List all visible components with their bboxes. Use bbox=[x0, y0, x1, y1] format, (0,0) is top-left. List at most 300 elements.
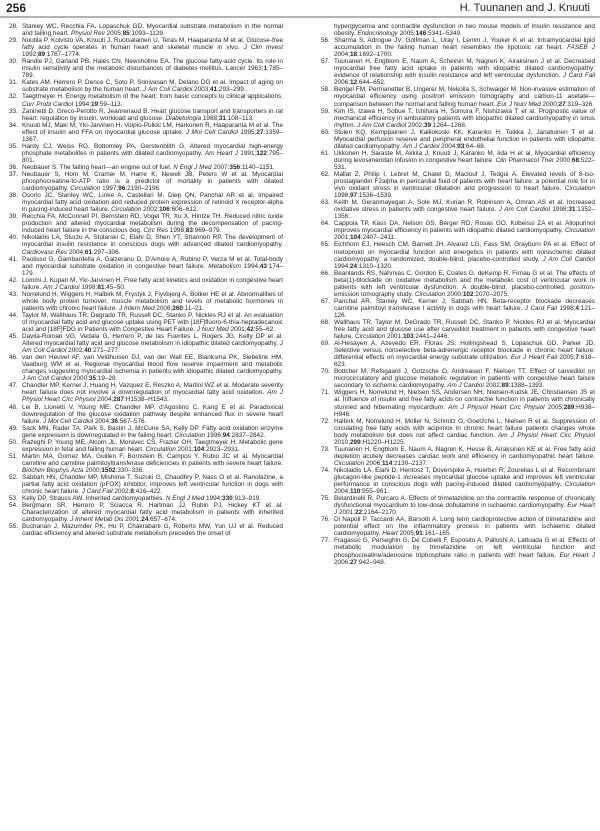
reference-year: 2002; bbox=[483, 382, 502, 390]
reference-number: 60. bbox=[321, 128, 330, 136]
reference-number: 77. bbox=[321, 537, 330, 545]
reference-volume: 1502 bbox=[101, 466, 116, 474]
reference-volume: 61 bbox=[84, 248, 92, 256]
reference-authors-title: Recchia FA, McConnell PI, Bernstein RD, Vogel TR, Xu X, Hintze TH. Reduced nitric oxide production and altered myocardial metabolism during the decompensation of pacing-induced heart failure in the conscious dog. bbox=[22, 213, 283, 235]
reference-journal: Diabetologia bbox=[165, 114, 202, 122]
reference-year: 1998; bbox=[557, 304, 576, 312]
reference-item bbox=[9, 234, 283, 255]
reference-volume: 40 bbox=[84, 347, 92, 355]
reference-year: 2001; bbox=[123, 516, 142, 524]
reference-number: 64. bbox=[321, 220, 330, 228]
reference-text bbox=[22, 171, 283, 192]
reference-authors-title: Neubauer S, Horn M, Cramer M, Harre K, Newell JB, Peters W et al. Myocardial phosphocreatine-to-ATP ratio is a predictor of mortality in patients with dilated cardiomyopathy. bbox=[22, 170, 283, 193]
reference-pages: :1359–1367. bbox=[22, 128, 284, 143]
reference-text bbox=[22, 79, 283, 93]
reference-volume: 260 bbox=[172, 304, 183, 312]
reference-item bbox=[9, 404, 283, 425]
reference-text bbox=[22, 333, 283, 354]
reference-item bbox=[9, 523, 283, 537]
reference-text bbox=[22, 164, 283, 171]
reference-number: 50. bbox=[9, 438, 18, 446]
reference-journal: Am J Physiol Heart Circ Physiol bbox=[448, 403, 545, 411]
reference-item bbox=[321, 516, 595, 537]
reference-journal: FASEB J bbox=[567, 44, 595, 52]
reference-item bbox=[321, 171, 595, 199]
reference-pages: :606–612. bbox=[169, 206, 199, 214]
reference-volume: 93 bbox=[457, 142, 465, 150]
reference-volume: 330 bbox=[222, 495, 233, 503]
reference-authors-title: Hardy CJ, Weiss RG, Bottomley PA, Gerstenblith G. Altered myocardial high-energy phosphate metabolites in patients with dilated cardiomyopathy. bbox=[22, 142, 283, 157]
reference-journal: Eur J Nucl Med bbox=[497, 100, 541, 108]
reference-pages: :330–336. bbox=[115, 466, 145, 474]
reference-item bbox=[9, 291, 283, 312]
reference-authors-title: Sack MN, Rader TA, Park S, Bastin J, McCune SA, Kelly DP. Fatty acid oxidation enzyme gene expression is downregulated in the failing heart. bbox=[22, 424, 283, 439]
reference-number: 62. bbox=[321, 170, 330, 178]
reference-year: 2005; bbox=[104, 30, 123, 38]
reference-number: 39. bbox=[9, 213, 18, 221]
reference-number: 28. bbox=[9, 23, 18, 30]
reference-pages: :522–531. bbox=[334, 156, 595, 171]
reference-journal: N Engl J Med bbox=[165, 495, 205, 503]
reference-text bbox=[22, 277, 283, 291]
reference-item bbox=[321, 298, 595, 319]
reference-number: 68. bbox=[321, 318, 330, 326]
reference-volume: 114 bbox=[381, 459, 393, 467]
reference-number: 71. bbox=[321, 389, 330, 397]
reference-pages: :416–422. bbox=[133, 488, 163, 496]
reference-authors-title: Di Napoli P, Taccardi AA, Barsotti A. Long term cardioprotective action of trimetazidine and potential effect on the inflammatory process in patients with ischaemic dilated cardiomyopathy. bbox=[334, 516, 595, 538]
reference-pages: :59–113. bbox=[98, 100, 123, 108]
reference-authors-title: Beanlands RS, Nahmias C, Gordon E, Coates G, deKemp R, Firnau G et al. The effects of beta(1)-blockade on oxidative metabolism and the metabolic cost of ventricular work in patients with left ventricular dysfunction: A double-blind, placebo-controlled, positron-emission tomography study. bbox=[334, 269, 595, 298]
reference-text bbox=[22, 382, 283, 403]
reference-text bbox=[334, 495, 595, 516]
reference-volume: 43 bbox=[259, 262, 267, 270]
reference-pages: :5341–5349. bbox=[426, 30, 462, 38]
reference-volume: 27 bbox=[256, 128, 264, 136]
reference-item bbox=[321, 340, 595, 368]
reference-volume: 104 bbox=[350, 234, 361, 242]
reference-journal: Circulation bbox=[70, 185, 101, 193]
reference-text bbox=[334, 446, 595, 467]
reference-journal: J Inherit Metab Dis bbox=[70, 516, 124, 524]
reference-text bbox=[22, 439, 283, 453]
reference-text bbox=[22, 192, 283, 213]
reference-volume: 289 bbox=[563, 403, 575, 411]
reference-number: 42. bbox=[9, 276, 18, 284]
reference-year: 2006; bbox=[334, 79, 350, 87]
reference-year: 2002; bbox=[66, 347, 85, 355]
reference-pages: :297–306. bbox=[92, 248, 121, 256]
reference-number: 52. bbox=[9, 474, 18, 481]
reference-authors-title: Kelly DP, Strauss AW. Inherited cardiomyopathies. bbox=[22, 495, 166, 503]
reference-authors-title: Norrelund H, Wiggers H, Halbirk M, Frystyk J, Flyvbjerg A, Botker HE et al. Abnormalities of whole body protein turnover, muscle metabolism and levels of metabolic hormones in patients with chronic heart failure. bbox=[22, 290, 283, 312]
reference-journal: Endocrinology bbox=[357, 30, 398, 38]
reference-journal: Circ Res bbox=[143, 227, 169, 235]
reference-journal: J Card Fail bbox=[524, 304, 557, 312]
reference-text bbox=[334, 241, 595, 269]
reference-pages: :64–68. bbox=[464, 142, 486, 150]
reference-authors-title: Randle PJ, Garland PB, Hales CN, Newsholme EA. The glucose fatty-acid cycle. Its role in insulin sensitivity and the metabolic disturbances of diabetes mellitus. bbox=[22, 58, 283, 73]
reference-journal: J Card Fail bbox=[562, 72, 595, 80]
reference-journal: Am J Physiol Heart Circ Physiol bbox=[498, 431, 595, 439]
reference-volume: 1 bbox=[263, 65, 267, 73]
reference-text bbox=[334, 368, 595, 389]
reference-year: 2001; bbox=[337, 509, 355, 517]
reference-year: 2003; bbox=[192, 86, 211, 94]
reference-item bbox=[9, 333, 283, 354]
reference-year: 1992; bbox=[22, 51, 38, 59]
reference-year: 2001; bbox=[175, 445, 194, 453]
reference-authors-title: Eichhorn EJ, Heesch CM, Barnett JH, Alvarez LG, Fass SM, Grayburn PA et al. Effect of metoprolol on myocardial function and energetics in patients with nonischemic dilated cardiomyopathy: a randomized, double-blind, placebo-controlled study. bbox=[334, 241, 595, 263]
reference-year: 2005; bbox=[397, 530, 416, 538]
reference-item bbox=[9, 79, 283, 93]
reference-volume: 110 bbox=[350, 488, 361, 496]
reference-text bbox=[22, 122, 283, 143]
reference-authors-title: Neubauer S. The failing heart—an engine out of fuel. bbox=[22, 163, 174, 171]
reference-year: 2002; bbox=[112, 488, 131, 496]
reference-journal: J Am Coll Cardiol bbox=[22, 375, 72, 383]
reference-journal: J Am Coll Cardiol bbox=[22, 340, 283, 355]
reference-authors-title: Belardinelli R, Purcaro A. Effects of trimetazidine on the contractile response of chronically dysfunctional myocardium to low-dose dobutamine in ischaemic cardiomyopathy. bbox=[334, 495, 595, 510]
reference-journal: Am J Cardiol bbox=[42, 283, 80, 291]
reference-item bbox=[9, 23, 283, 37]
reference-volume: 89 bbox=[38, 51, 46, 59]
references-column-left bbox=[9, 23, 283, 537]
reference-pages: :121–126. bbox=[334, 304, 595, 319]
reference-journal: J Am Coll Cardiol bbox=[498, 206, 550, 214]
reference-pages: :795–801. bbox=[22, 149, 283, 164]
reference-item bbox=[321, 58, 595, 86]
reference-pages: :2837–2842. bbox=[229, 431, 266, 439]
reference-authors-title: Martin MA, Gomez MA, Guillen F, Bornstein B, Campos Y, Rubio JC et al. Myocardial carnitine and carnitine palmitoyltransferase deficiencies in patients with severe heart failure. bbox=[22, 452, 283, 467]
reference-pages: :618–623. bbox=[334, 354, 595, 369]
reference-journal: Curr Probl Cardiol bbox=[22, 100, 74, 108]
reference-item bbox=[321, 389, 595, 417]
reference-pages: :2407–2411. bbox=[360, 234, 396, 242]
reference-year: 2000; bbox=[445, 290, 463, 298]
reference-text bbox=[334, 340, 595, 368]
reference-authors-title: Sharma S, Adrogue JV, Golfman L, Uray I, Lemm J, Youker K et al. Intramyocardial lipid accumulation in the failing human heart resembles the lipotoxic rat heart. bbox=[334, 37, 595, 52]
reference-text bbox=[334, 270, 595, 298]
reference-volume: 68 bbox=[571, 156, 579, 164]
reference-volume: 42 bbox=[246, 326, 254, 334]
reference-pages: :785–789. bbox=[22, 65, 283, 80]
reference-text bbox=[334, 516, 595, 537]
reference-volume: 299 bbox=[350, 438, 361, 446]
reference-pages: :2164–2170. bbox=[362, 509, 398, 517]
reference-text bbox=[334, 23, 595, 37]
reference-text bbox=[334, 150, 595, 171]
reference-volume: 287 bbox=[113, 396, 124, 404]
reference-number: 48. bbox=[9, 403, 18, 411]
reference-journal: Heart bbox=[382, 530, 398, 538]
reference-volume: 146 bbox=[415, 30, 427, 38]
reference-year: 2001; bbox=[228, 326, 247, 334]
reference-text bbox=[22, 23, 283, 37]
reference-journal: Biochim Biophys Acta bbox=[22, 466, 84, 474]
reference-journal: Metabolism bbox=[208, 262, 241, 270]
reference-year: 2004; bbox=[439, 142, 458, 150]
reference-authors-title: Taylor M, Wallhaus TR, Degrado TR, Russell DC, Stanko P, Nickles RJ et al. An evaluation of myocardial fatty acid and glucose uptake using PET with [18F]fluoro-6-thia-heptadecanoic acid and [18F]FDG in Patients with Congestive Heart Failure. bbox=[22, 311, 283, 334]
reference-text bbox=[334, 298, 595, 319]
reference-volume: 94 bbox=[222, 431, 230, 439]
reference-pages: :45–50. bbox=[104, 283, 126, 291]
reference-authors-title: Mallat Z, Philip I, Lebret M, Chatel D, Maclouf J, Tedgui A. Elevated levels of 8-iso-prostaglandin F2alpha in pericardial fluid of patients with heart failure: a potential role for in vivo oxidant stress in ventricular dilatation and progression to heart failure. bbox=[334, 170, 595, 193]
reference-journal: J Mol Cell Cardiol bbox=[185, 128, 238, 136]
reference-volume: 12 bbox=[350, 79, 358, 87]
reference-pages: :2923–2931. bbox=[204, 445, 240, 453]
reference-volume: 85 bbox=[122, 30, 130, 38]
reference-item bbox=[9, 213, 283, 234]
reference-year: 2000; bbox=[71, 375, 89, 383]
reference-pages: :1140–1151. bbox=[240, 163, 275, 171]
reference-year: 1998; bbox=[168, 227, 186, 235]
reference-year: 2004; bbox=[93, 417, 111, 425]
reference-number: 31. bbox=[9, 79, 18, 87]
reference-text bbox=[334, 108, 595, 129]
reference-item bbox=[9, 171, 283, 192]
reference-journal: Circulation bbox=[145, 445, 176, 453]
reference-item bbox=[9, 474, 283, 495]
reference-authors-title: Knuuti MJ, Maki M, Yki-Jarvinen H, Voipio-Pulkki LM, Harkonen R, Haaparanta M et al. The effect of insulin and FFA on myocardial glucose uptake. bbox=[22, 121, 283, 136]
reference-item bbox=[9, 256, 283, 277]
reference-text bbox=[334, 467, 595, 495]
reference-text bbox=[334, 220, 595, 241]
reference-number: 38. bbox=[9, 192, 18, 200]
reference-pages: :19–28. bbox=[96, 375, 118, 383]
reference-volume: 18 bbox=[350, 51, 358, 59]
reference-journal: J Am Coll Cardiol bbox=[542, 255, 595, 263]
reference-item bbox=[321, 108, 595, 129]
reference-volume: 31 bbox=[568, 206, 576, 214]
reference-volume: 4 bbox=[575, 304, 579, 312]
header-rule bbox=[0, 16, 600, 18]
reference-year: 1963; bbox=[245, 65, 264, 73]
reference-journal: Cardiovasc Res bbox=[22, 248, 68, 256]
reference-year: 2005; bbox=[544, 403, 564, 411]
reference-number: 30. bbox=[9, 58, 18, 66]
reference-item bbox=[9, 192, 283, 213]
reference-pages: :657–674. bbox=[148, 516, 177, 524]
reference-authors-title: Sabbah HN, Chandler MP, Mishima T, Suzuki G, Chaudhry P, Nass O et al. Ranolazine, a partial fatty acid oxidation (pFOX) inhibitor, improves left ventricular function in dogs with chronic heart failure. bbox=[22, 474, 283, 496]
reference-pages: :2070–2075. bbox=[473, 290, 510, 298]
reference-pages: :1767–1774. bbox=[45, 51, 81, 59]
reference-pages: :108–113. bbox=[225, 114, 254, 122]
reference-number: 61. bbox=[321, 149, 330, 157]
reference-item bbox=[321, 446, 595, 467]
reference-item bbox=[321, 150, 595, 171]
reference-journal: J Mol Cell Cardiol bbox=[42, 417, 94, 425]
reference-number: 47. bbox=[9, 382, 18, 390]
reference-year: 1994; bbox=[240, 262, 260, 270]
page-header bbox=[0, 0, 600, 16]
reference-item bbox=[9, 122, 283, 143]
reference-text bbox=[22, 312, 283, 333]
reference-authors-title: Davila-Roman VG, Vedala G, Herrero P, de las Fuentes L, Rogers JG, Kelly DP et al. Altered myocardial fatty acid and glucose metabolism in idiopathic dilated cardiomyopathy. bbox=[22, 333, 283, 348]
reference-pages: :293–299. bbox=[217, 86, 246, 94]
reference-item bbox=[321, 220, 595, 241]
reference-item bbox=[321, 418, 595, 446]
reference-authors-title: Paolisso G, Gambardella A, Galzerano D, D'Amore A, Rubino P, Verza M et al. Total-body and myocardial substrate oxidation in congestive heart failure. bbox=[22, 255, 283, 270]
reference-number: 34. bbox=[9, 121, 18, 129]
reference-number: 53. bbox=[9, 495, 18, 503]
reference-authors-title: Kim IS, Izawa H, Sobue T, Ishihara H, Somura F, Nishizawa T et al. Prognostic value of mechanical efficiency in ambulatory patients with idiopathic dilated cardiomyopathy in sinus rhythm. bbox=[334, 107, 595, 129]
reference-year: 2002; bbox=[141, 206, 160, 214]
reference-authors-title: Zaninetti D, Greco-Perotto R, Jeanrenaud B. Heart glucose transport and transporters in rat heart: regulation by insulin, workload and glucose. bbox=[22, 107, 283, 122]
reference-authors-title: Nikolaidis LA, Elahi D, Hentosz T, Doverspike A, Huerbin R, Zourelias L et al. Recombinant glucagon-like peptide-1 increases myocardial glucose uptake and improves left ventricular performance in conscious dogs with pacing-induced dilated cardiomyopathy. bbox=[334, 466, 595, 489]
reference-volume: 27 bbox=[350, 558, 358, 566]
reference-text bbox=[22, 453, 283, 474]
reference-journal: J Card Fail bbox=[81, 488, 113, 496]
reference-number: 40. bbox=[9, 234, 18, 242]
reference-item bbox=[9, 164, 283, 171]
reference-item bbox=[9, 312, 283, 333]
reference-authors-title: Halbirk M, Norrelund H, Moller N, Schmitz O, Goetzche L, Nielsen R et al. Suppression of circulating free fatty acids with acipimox in chronic heart failure patients changes whole body metabolism but does not affect cardiac function. bbox=[334, 417, 595, 439]
reference-year: 1995; bbox=[237, 128, 257, 136]
reference-item bbox=[9, 495, 283, 502]
reference-number: 76. bbox=[321, 516, 330, 524]
reference-number: 36. bbox=[9, 163, 18, 171]
reference-year: 1998; bbox=[79, 283, 98, 291]
reference-volume: 36 bbox=[110, 417, 118, 425]
reference-year: 2004; bbox=[95, 396, 114, 404]
reference-number: 49. bbox=[9, 424, 18, 432]
reference-authors-title: Buchanan J, Mazumder PK, Hu P, Chakrabarti G, Roberts MW, Yun UJ et al. Reduced cardiac efficiency and altered substrate metabolism precedes the onset of bbox=[22, 523, 283, 538]
reference-item bbox=[321, 537, 595, 565]
reference-pages: :942–948. bbox=[357, 558, 386, 566]
reference-year: 2001; bbox=[334, 234, 350, 242]
reference-authors-title: Cappola TP, Kass DA, Nelson GS, Berger RD, Rosas GO, Kobeissi ZA et al. Allopurinol improves myocardial efficiency in patients with idiopathic dilated cardiomyopathy. bbox=[334, 220, 595, 235]
reference-volume: 19 bbox=[90, 100, 99, 108]
reference-pages: :567–576. bbox=[117, 417, 147, 425]
reference-item bbox=[321, 241, 595, 269]
reference-pages: :1310–1320. bbox=[357, 262, 393, 270]
reference-text bbox=[22, 58, 283, 79]
reference-authors-title: Razeghi P, Young ME, Alcorn JL, Moravec CS, Frazier OH, Taegtmeyer H. Metabolic gene expression in fetal and failing human heart. bbox=[22, 438, 283, 453]
reference-item bbox=[321, 270, 595, 298]
reference-volume: 83 bbox=[185, 227, 193, 235]
reference-text bbox=[334, 199, 595, 220]
reference-authors-title: Al-Hesayen A, Azevedo ER, Floras JS, Hollingshead S, Lopaschuk GD, Parker JD. Selective versus nonselective beta-adrenergic receptor blockade in chronic heart failure: differential effects on myocardial energy substrate utilization. bbox=[334, 340, 595, 362]
reference-year: 1994; bbox=[204, 495, 223, 503]
reference-journal: Circulation bbox=[174, 431, 205, 439]
reference-text bbox=[22, 404, 283, 425]
reference-authors-title: Nuutila P, Koivisto VA, Knuuti J, Ruotsalainen U, Teras M, Haaparanta M et al. Glucose-free fatty acid cycle operates in human heart and skeletal muscle in vivo. bbox=[22, 37, 283, 52]
reference-text bbox=[334, 537, 595, 565]
reference-item bbox=[321, 129, 595, 150]
reference-number: 57. bbox=[321, 58, 330, 66]
reference-authors-title: Fragasso G, Perseghin G, De Cobelli F, Esposito A, Palloshi A, Lattuada G et al. Effects of metabolic modulation by trimetazidine on left ventricular function and phosphocreatine/adenosine triphosphate ratio in patients with heart failure. bbox=[334, 537, 595, 559]
reference-journal: J Nucl Med bbox=[196, 326, 229, 334]
reference-number: 46. bbox=[9, 354, 18, 362]
reference-volume: 97 bbox=[350, 192, 358, 200]
reference-number: 33. bbox=[9, 107, 18, 115]
reference-text bbox=[22, 354, 283, 382]
reference-pages: :955–961. bbox=[360, 488, 389, 496]
reference-authors-title: Lei B, Lionetti V, Young ME, Chandler MP, d'Agostino C, Kang E et al. Paradoxical downregulation of the glucose oxidation pathway despite enhanced flux in severe heart failure. bbox=[22, 403, 283, 425]
reference-number: 59. bbox=[321, 107, 330, 115]
reference-year: 2000; bbox=[554, 156, 572, 164]
reference-number: 75. bbox=[321, 495, 330, 503]
reference-year: 2006; bbox=[364, 459, 382, 467]
reference-journal: Am J Cardiol bbox=[447, 382, 484, 390]
reference-text bbox=[22, 523, 283, 537]
reference-number: 32. bbox=[9, 93, 18, 101]
reference-journal: N Engl J Med bbox=[173, 163, 212, 171]
reference-number: 72. bbox=[321, 417, 330, 425]
reference-text bbox=[22, 425, 283, 439]
reference-journal: J Am Coll Cardiol bbox=[357, 121, 407, 129]
reference-journal: Circulation bbox=[354, 333, 386, 341]
reference-text bbox=[334, 389, 595, 417]
reference-item bbox=[321, 37, 595, 58]
reference-journal: Circulation bbox=[111, 206, 142, 214]
reference-volume: 106 bbox=[159, 206, 170, 214]
reference-text bbox=[22, 502, 283, 523]
reference-authors-title: Tuunanen H, Engblom E, Naum A, Scheinin M, Nagren K, Airaksinen J et al. Decreased myocardial free fatty acid uptake in patients with idiopathic dilated cardiomyopathy: evidence of relationship with insulin resistance and left ventricular dysfunction. bbox=[334, 58, 595, 80]
reference-authors-title: Nikolaidis LA, Sturzu A, Stolarski C, Elahi D, Shen YT, Shannon RP. The development of myocardial insulin resistance in conscious dogs with advanced dilated cardiomyopathy. bbox=[22, 234, 283, 249]
reference-journal: Circulation bbox=[564, 185, 595, 193]
reference-pages: :1536–1539. bbox=[357, 192, 393, 200]
reference-text bbox=[334, 58, 595, 86]
reference-text bbox=[334, 129, 595, 150]
reference-pages: :969–979. bbox=[192, 227, 222, 235]
reference-year: 2010; bbox=[334, 438, 350, 446]
reference-item bbox=[321, 199, 595, 220]
reference-authors-title: Osorio JC, Stanley WC, Linke A, Castellari M, Diep QN, Panchal AR et al. Impaired myocardial fatty acid oxidation and reduced protein expression of retinoid X receptor-alpha in pacing-induced heart failure. bbox=[22, 192, 283, 214]
reference-volume: 31 bbox=[218, 114, 226, 122]
reference-year: 2001; bbox=[385, 333, 403, 341]
reference-pages: :1093–1129. bbox=[129, 30, 165, 38]
reference-journal: Circulation bbox=[414, 290, 446, 298]
reference-journal: Eur Heart J bbox=[334, 502, 595, 517]
reference-journal: Lancet bbox=[225, 65, 245, 73]
reference-authors-title: Panchal AR, Stanley WC, Kerner J, Sabbah HN. Beta-receptor blockade decreases carnitine palmitoyl transferase I activity in dogs with heart failure. bbox=[334, 297, 595, 312]
reference-text bbox=[334, 319, 595, 340]
reference-item bbox=[9, 143, 283, 164]
reference-number: 63. bbox=[321, 199, 330, 207]
reference-item bbox=[9, 382, 283, 403]
reference-item bbox=[321, 368, 595, 389]
reference-item bbox=[321, 467, 595, 495]
reference-volume: 102 bbox=[462, 290, 474, 298]
running-head: H. Tuunanen and J. Knuuti bbox=[459, 2, 590, 14]
reference-authors-title: Bengel FM, Permanetter B, Ungerer M, Nekolla S, Schwaiger M. Non-invasive estimation of myocardial efficiency using positron emission tomography and carbon-11 acetate—comparison between the normal and failing human heart. bbox=[334, 86, 595, 108]
reference-volume: 89 bbox=[501, 382, 509, 390]
reference-item bbox=[321, 23, 595, 37]
reference-text bbox=[22, 93, 283, 107]
reference-number: 74. bbox=[321, 466, 330, 474]
reference-number: 45. bbox=[9, 333, 18, 341]
reference-text bbox=[22, 108, 283, 122]
reference-volume: 27 bbox=[558, 100, 566, 108]
reference-item bbox=[9, 502, 283, 523]
reference-journal: J Clin Invest bbox=[243, 44, 283, 52]
reference-text bbox=[22, 143, 283, 164]
reference-authors-title: Kates AM, Herrero P, Dence C, Soto P, Srinivasan M, Delano DG et al. Impact of aging on substrate metabolism by the human heart. bbox=[22, 79, 283, 94]
reference-journal: Am J Physiol Heart Circ Physiol bbox=[22, 389, 283, 404]
reference-year: 2006; bbox=[154, 304, 173, 312]
reference-year: 2004; bbox=[334, 488, 350, 496]
reference-authors-title: Bottcher M, Refsgaard J, Gotzsche O, Andreasen F, Nielsen TT. Effect of carvedilol on microcirculatory and glucose metabolic regulation in patients with congestive heart failure secondary to ischemic cardiomyopathy. bbox=[334, 368, 595, 390]
reference-authors-title: Taegtmeyer H. Energy metabolism of the heart: from basic concepts to clinical applications. bbox=[22, 93, 283, 101]
reference-item bbox=[9, 453, 283, 474]
reference-journal: Am J Cardiol bbox=[402, 142, 440, 150]
reference-number: 58. bbox=[321, 86, 330, 94]
reference-authors-title: Wallhaus TR, Taylor M, DeGrado TR, Russell DC, Stanko P, Nickles RJ et al. Myocardial free fatty acid and glucose use after carvedilol treatment in patients with congestive heart failure. bbox=[334, 318, 595, 341]
reference-year: 1997; bbox=[100, 185, 119, 193]
reference-pages: :55–62. bbox=[253, 326, 275, 334]
